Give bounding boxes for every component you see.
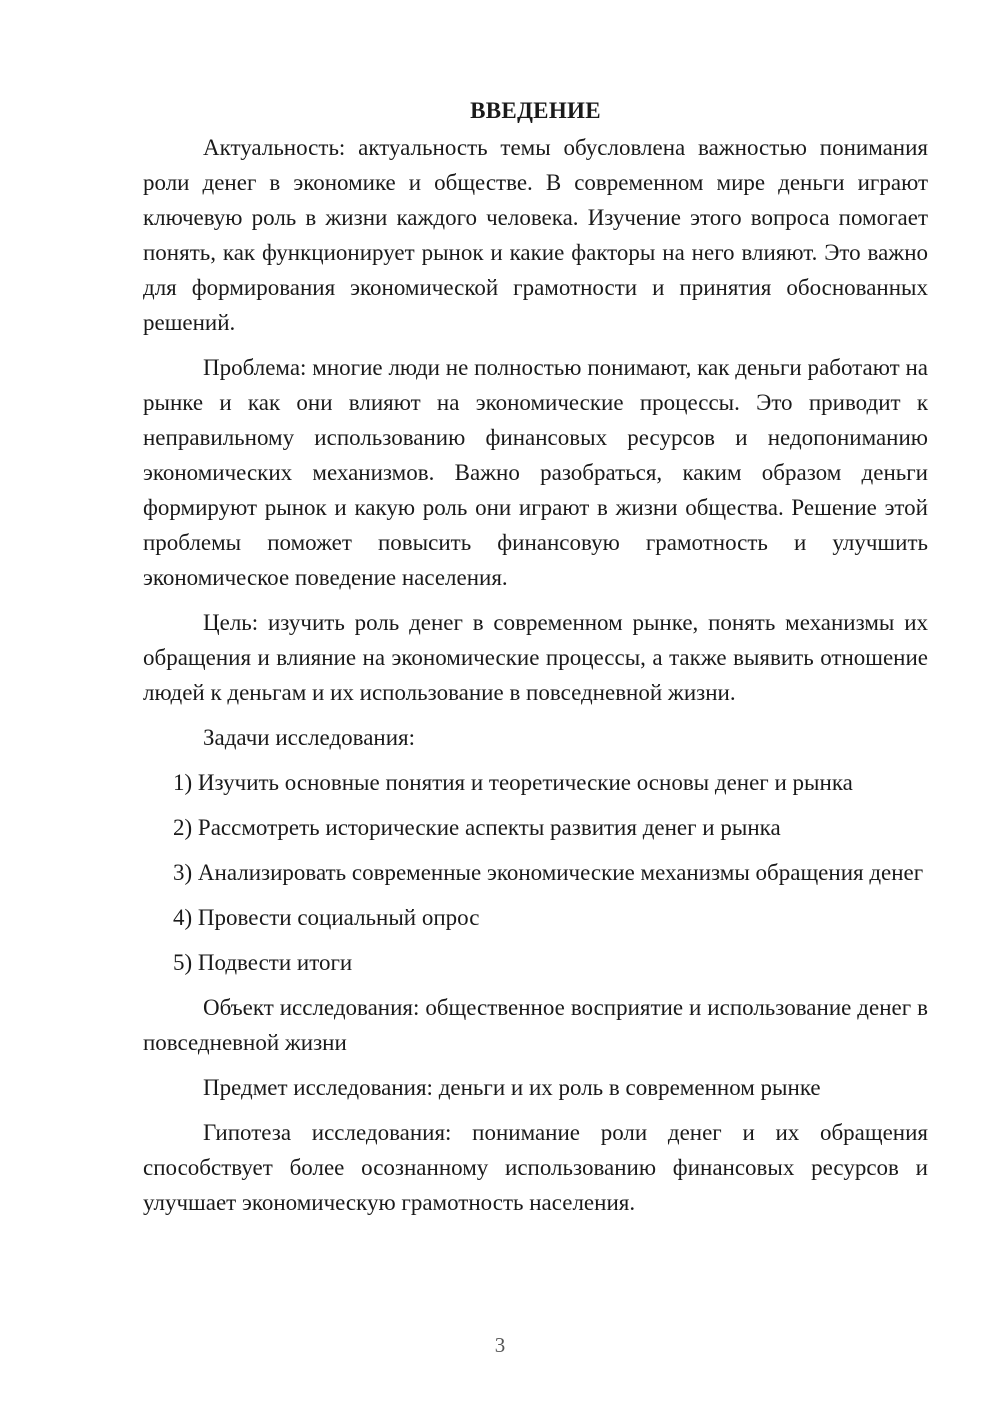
paragraph-problem: Проблема: многие люди не полностью понимают, как деньги работают на рынке и как они влияют на экономические процессы. Это приводит к неправильному использованию финансовых ресурсов и недопониманию экономических механизмов. Важно разобраться, каким образом деньги формируют рынок и какую роль они играют в жизни общества. Решение этой проблемы поможет повысить финансовую грамотность и улучшить экономическое поведение населения. bbox=[143, 355, 928, 590]
page-number: 3 bbox=[494, 1333, 506, 1357]
document-heading: ВВЕДЕНИЕ bbox=[470, 98, 601, 123]
task-item: 2) Рассмотреть исторические аспекты развития денег и рынка bbox=[173, 815, 781, 840]
paragraph-hypothesis: Гипотеза исследования: понимание роли денег и их обращения способствует более осознанному использованию финансовых ресурсов и улучшает экономическую грамотность населения. bbox=[143, 1120, 928, 1215]
paragraph-subject: Предмет исследования: деньги и их роль в современном рынке bbox=[203, 1075, 821, 1100]
tasks-list bbox=[143, 765, 928, 980]
task-item: 4) Провести социальный опрос bbox=[173, 905, 480, 930]
task-item: 3) Анализировать современные экономические механизмы обращения денег bbox=[173, 860, 924, 885]
paragraph-object: Объект исследования: общественное восприятие и использование денег в повседневной жизни bbox=[143, 995, 928, 1055]
task-item: 5) Подвести итоги bbox=[173, 950, 353, 975]
paragraph-relevance: Актуальность: актуальность темы обусловлена важностью понимания роли денег в экономике и обществе. В современном мире деньги играют ключевую роль в жизни каждого человека. Изучение этого вопроса помогает понять, как функционирует рынок и какие факторы на него влияют. Это важно для формирования экономической грамотности и принятия обоснованных решений. bbox=[143, 135, 928, 335]
task-item: 1) Изучить основные понятия и теоретические основы денег и рынка bbox=[173, 770, 853, 795]
tasks-title: Задачи исследования: bbox=[203, 725, 416, 750]
document-page bbox=[143, 96, 928, 1230]
paragraph-goal: Цель: изучить роль денег в современном рынке, понять механизмы их обращения и влияние на экономические процессы, а также выявить отношение людей к деньгам и их использование в повседневной жизни. bbox=[143, 610, 928, 705]
